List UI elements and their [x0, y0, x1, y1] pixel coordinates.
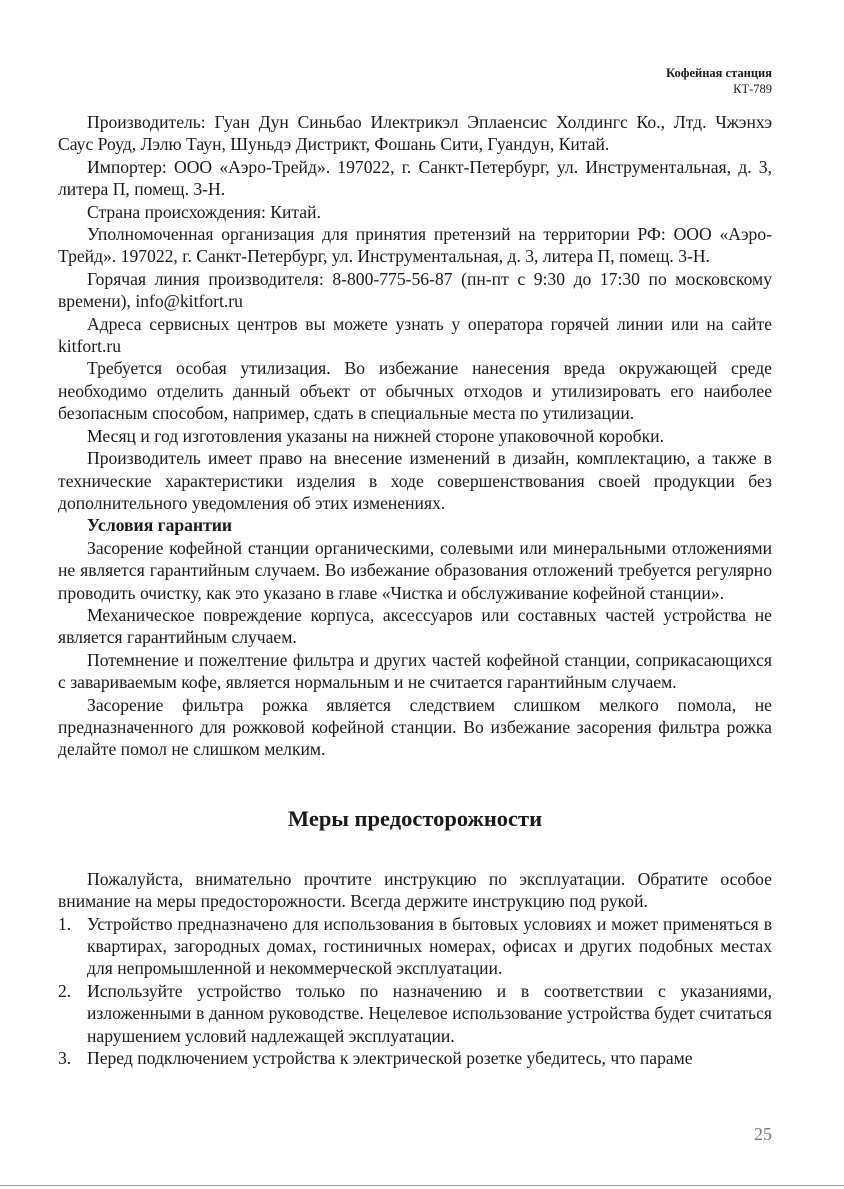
warranty-paragraph: Засорение фильтра рожка является следствием слишком мелкого помола, не предназначенного для рожковой кофейной станции. Во избежание засорения фильтра рожка делайте помол не слишком мелким.	[58, 694, 772, 760]
disposal-paragraph: Требуется особая утилизация. Во избежание нанесения вреда окружающей среде необходимо отделить данный объект от обычных отходов и утилизировать его наиболее безопасным способом, например, сдать в специальные места по утилизации.	[58, 358, 772, 424]
hotline-paragraph: Горячая линия производителя: 8-800-775-56-87 (пн-пт с 9:30 до 17:30 по московскому времени), info@kitfort.ru	[58, 268, 772, 312]
precautions-title: Меры предосторожности	[287, 805, 543, 831]
list-item-text: Устройство предназначено для использования в бытовых условиях и может применяться в квартирах, загородных домах, гостиничных номерах, офисах и других подобных местах для непромышленной и некоммерческой эксплуатации.	[87, 913, 772, 979]
warranty-paragraph: Потемнение и пожелтение фильтра и других частей кофейной станции, соприкасающихся с завариваемым кофе, является нормальным и не считается гарантийным случаем.	[58, 649, 772, 693]
changes-paragraph: Производитель имеет право на внесение изменений в дизайн, комплектацию, а также в технические характеристики изделия в ходе совершенствования своей продукции без дополнительного уведомления об этих изменениях.	[58, 448, 772, 513]
intro-section	[58, 111, 772, 514]
list-item-number: 1.	[58, 913, 72, 934]
warranty-section	[58, 514, 772, 760]
service-centers-paragraph: Адреса сервисных центров вы можете узнать у оператора горячей линии или на сайте kitfort.ru	[58, 313, 772, 357]
bottom-rule	[0, 1185, 844, 1186]
list-item-number: 3.	[58, 1048, 72, 1069]
running-header-model: КТ-789	[733, 82, 772, 96]
claims-organization-paragraph: Уполномоченная организация для принятия претензий на территории РФ: ООО «Аэро-Трейд». 197022, г. Санкт-Петербург, ул. Инструментальная, д. 3, литера П, помещ. 3-Н.	[58, 224, 772, 267]
precautions-list	[58, 913, 772, 1070]
list-item-text: Используйте устройство только по назначению и в соответствии с указаниями, изложенными в данном руководстве. Нецелевое использование устройства будет считаться нарушением условий надлежащей эксплуатации.	[87, 980, 772, 1046]
warranty-paragraph: Засорение кофейной станции органическими, солевыми или минеральными отложениями не является гарантийным случаем. Во избежание образования отложений требуется регулярно проводить очистку, как это указано в главе «Чистка и обслуживание кофейной станции».	[58, 537, 772, 603]
manufacture-date-paragraph: Месяц и год изготовления указаны на нижней стороне упаковочной коробки.	[87, 425, 664, 446]
running-header	[666, 65, 772, 97]
manufacturer-paragraph: Производитель: Гуан Дун Синьбао Илектрикэл Эплаенсис Холдингс Ко., Лтд. Чжэнхэ Саус Роуд, Лэлю Таун, Шуньдэ Дистрикт, Фошань Сити, Гуандун, Китай.	[58, 112, 772, 155]
importer-paragraph: Импортер: ООО «Аэро-Трейд». 197022, г. Санкт-Петербург, ул. Инструментальная, д. 3, литера П, помещ. 3-Н.	[58, 156, 772, 200]
page-number: 25	[754, 1124, 772, 1144]
warranty-paragraph: Механическое повреждение корпуса, аксессуаров или составных частей устройства не является гарантийным случаем.	[58, 604, 772, 648]
list-item-number: 2.	[58, 980, 72, 1001]
warranty-heading: Условия гарантии	[87, 515, 233, 536]
list-item	[58, 980, 772, 1047]
country-paragraph: Страна происхождения: Китай.	[87, 201, 321, 222]
list-item	[58, 913, 772, 980]
list-item	[58, 1047, 772, 1069]
body-text	[58, 111, 772, 1069]
precautions-intro: Пожалуйста, внимательно прочтите инструкцию по эксплуатации. Обратите особое внимание на меры предосторожности. Всегда держите инструкцию под рукой.	[58, 868, 772, 912]
precautions-section	[58, 805, 772, 1070]
running-header-title: Кофейная станция	[666, 66, 772, 80]
list-item-text: Перед подключением устройства к электрической розетке убедитесь, что параме	[87, 1048, 693, 1069]
